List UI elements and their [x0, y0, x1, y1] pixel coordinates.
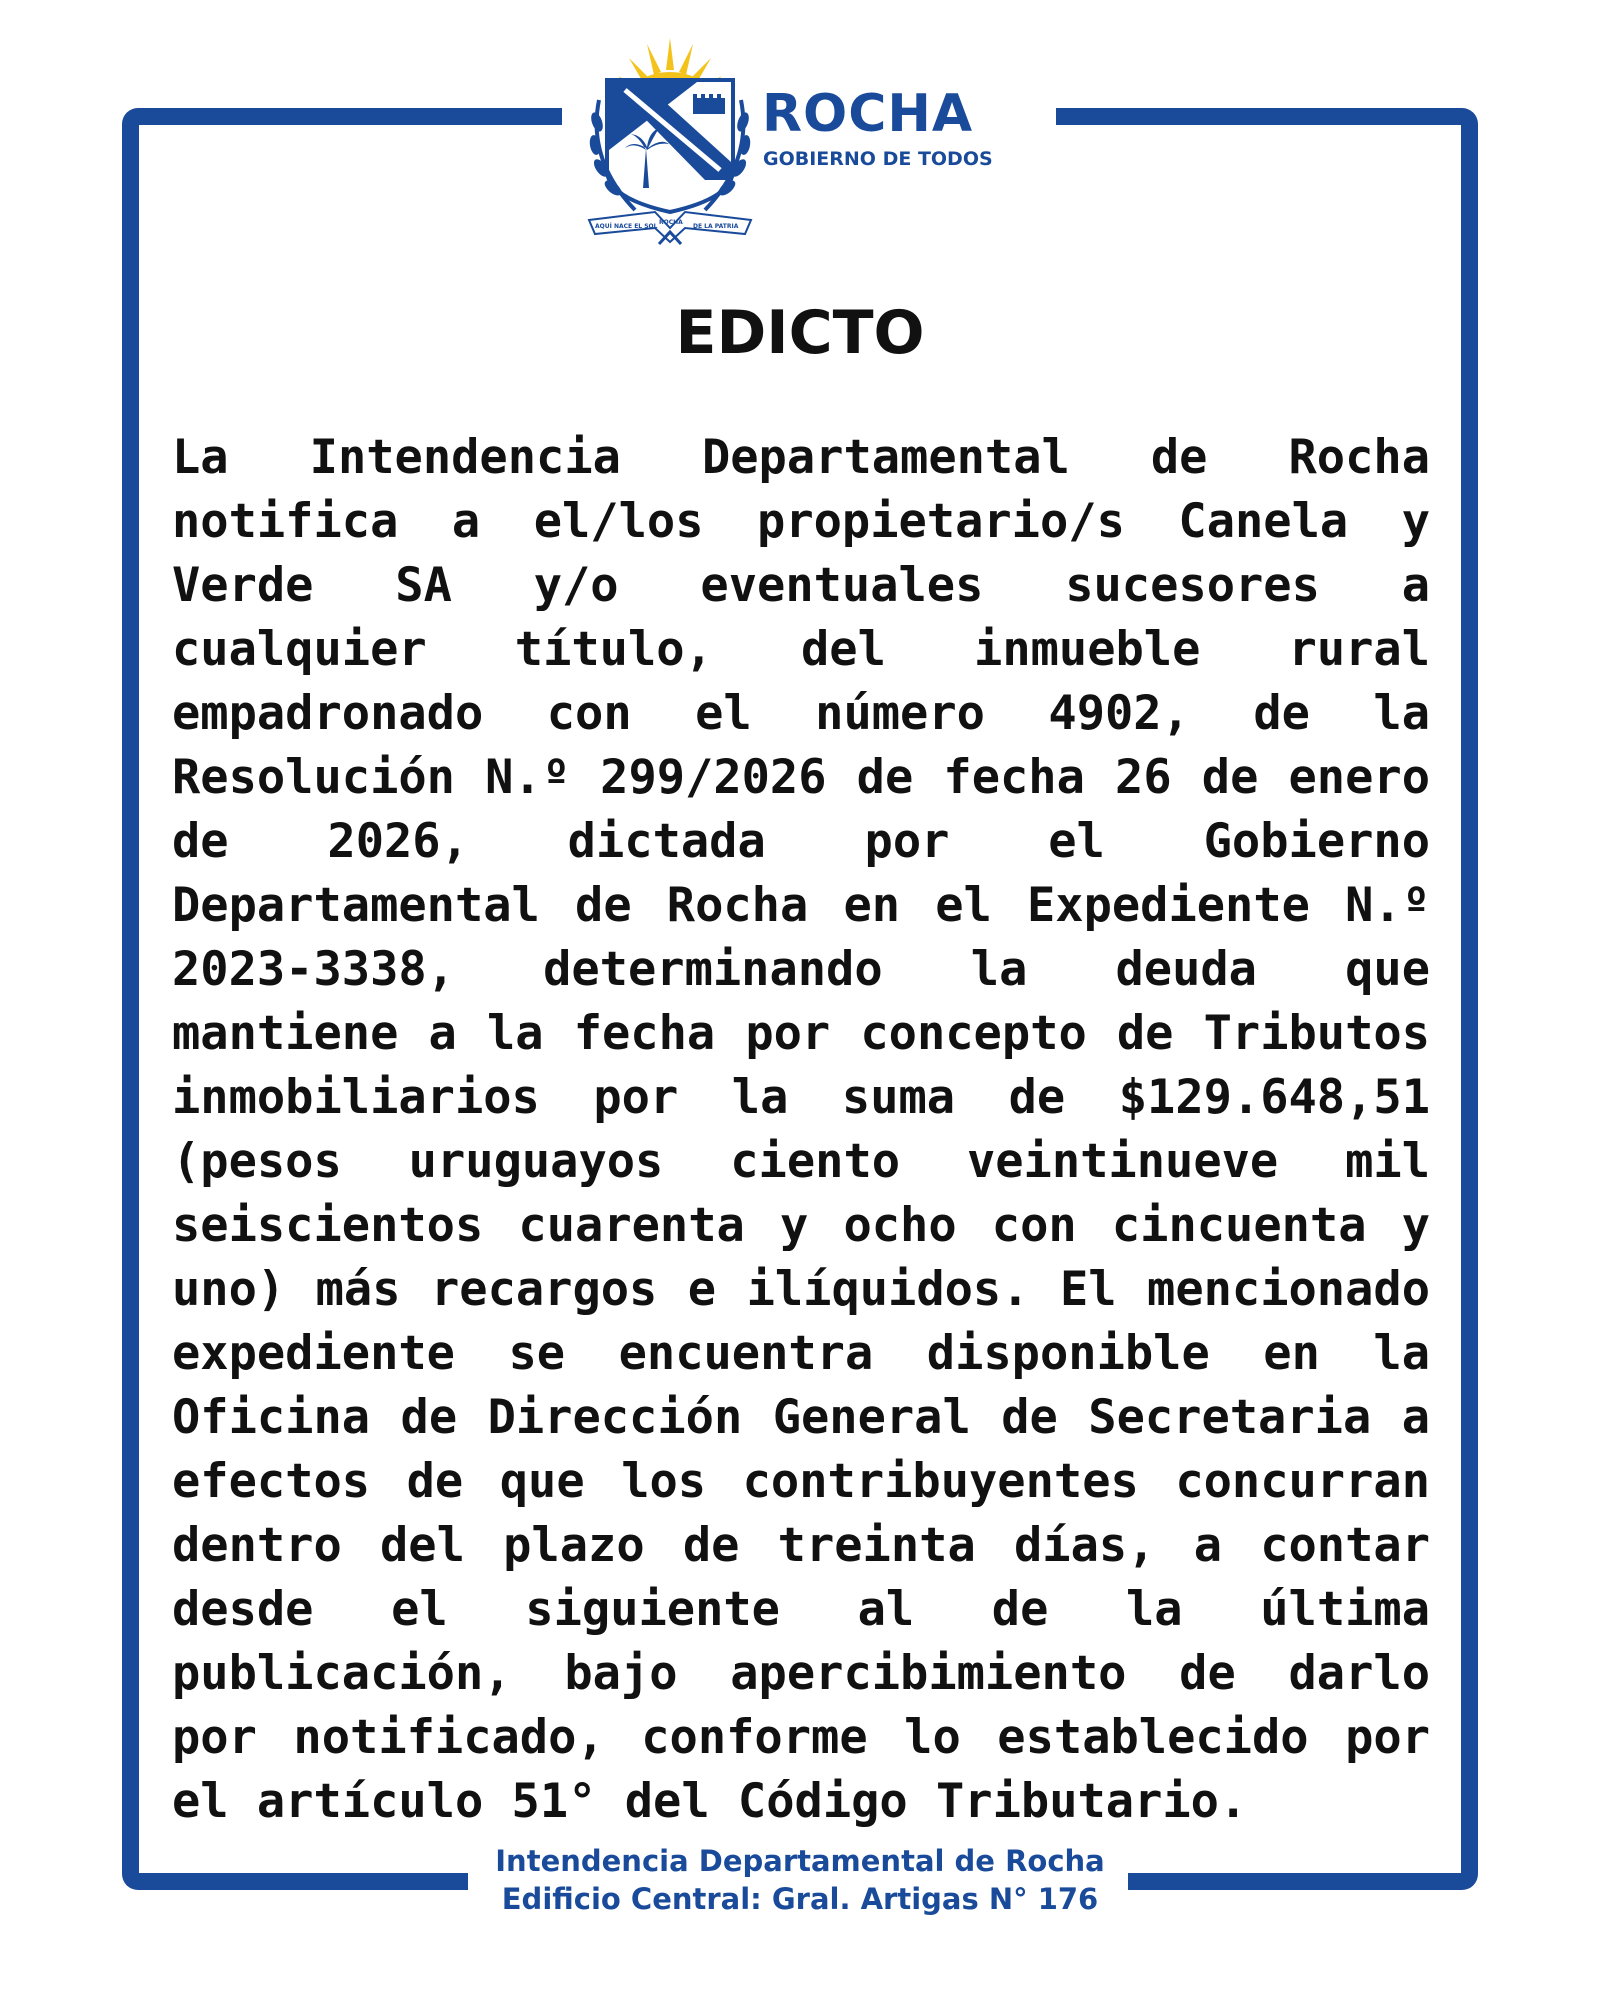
footer-institution: Intendencia Departamental de Rocha	[495, 1844, 1105, 1878]
seal-motto-right: DE LA PATRIA	[693, 223, 739, 230]
footer-address	[0, 1842, 1600, 1918]
brand-name: ROCHA	[762, 84, 974, 144]
ribbon-icon	[589, 212, 751, 244]
edict-body-text: La Intendencia Departamental de Rocha notifica a el/los propietario/s Canela y Verde SA y/o eventuales sucesores a cualquier título, del inmueble rural empadronado con el número 4902, de la Resolución N.º 299/2026 de fecha 26 de enero de 2026, dictada por el Gobierno Departamental de Rocha en el Expediente N.º 2023-3338, determinando la deuda que mantiene a la fecha por concepto de Tributos inmobiliarios por la suma de $129.648,51 (pesos uruguayos ciento veintinueve mil seiscientos cuarenta y ocho con cincuenta y uno) más recargos e ilíquidos. El mencionado expediente se encuentra disponible en la Oficina de Dirección General de Secretaria a efectos de que los contribuyentes concurran dentro del plazo de treinta días, a contar desde el siguiente al de la última publicación, bajo apercibimiento de darlo por notificado, conforme lo establecido por el artículo 51° del Código Tributario.	[172, 430, 1430, 1829]
rocha-seal-icon	[585, 30, 755, 255]
footer-address-line: Edificio Central: Gral. Artigas N° 176	[501, 1882, 1099, 1916]
document-title: EDICTO	[675, 298, 925, 368]
seal-motto-left: AQUÍ NACE EL SOL	[595, 223, 658, 230]
brand-tagline: GOBIERNO DE TODOS	[763, 148, 993, 170]
seal-motto-center: ROCHA	[659, 219, 683, 226]
rocha-logo	[585, 30, 1025, 255]
shield-icon	[607, 80, 733, 212]
